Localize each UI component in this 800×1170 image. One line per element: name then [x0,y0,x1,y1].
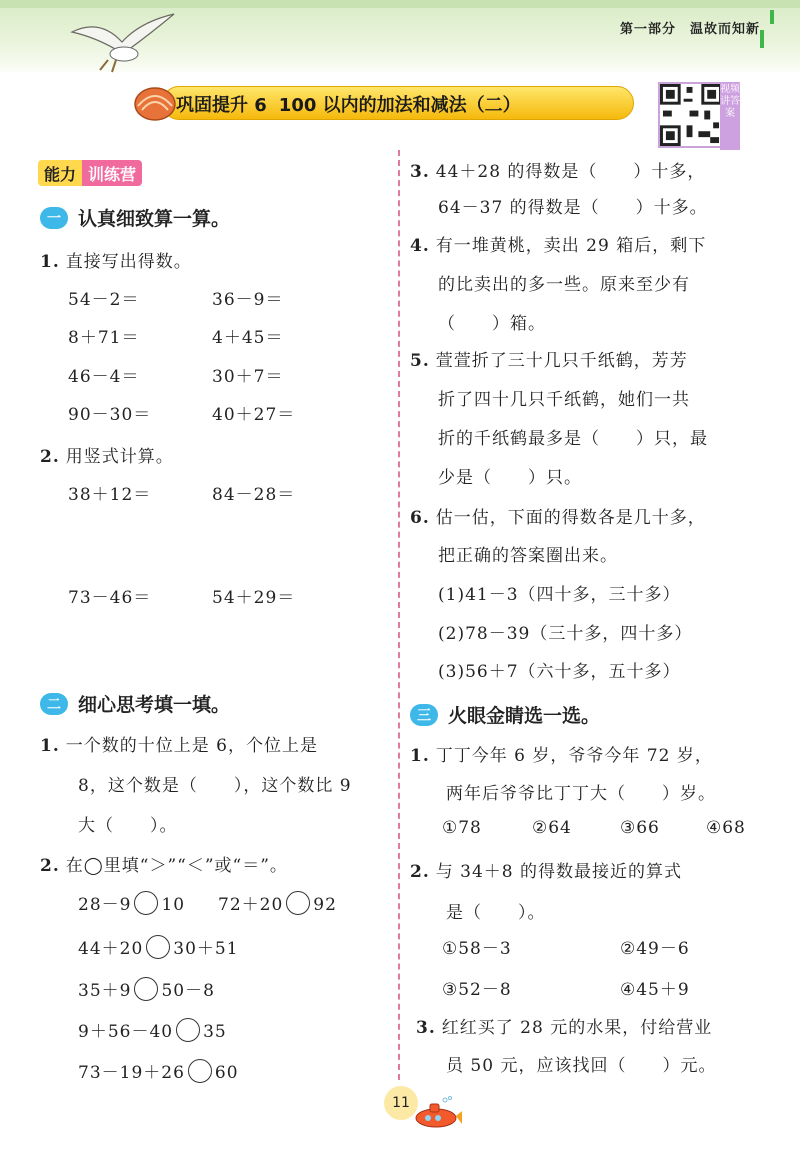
compare-right: 60 [214,1063,239,1083]
calc-item: 54－2＝ [68,290,140,310]
question-text: 估一估，下面的得数各是几十多， [435,508,706,528]
compare-left: 44＋20 [78,939,144,959]
choice-option[interactable]: ①78 [442,818,482,838]
question-text: 把正确的答案圈出来。 [438,546,618,566]
question-number: 3. [410,162,430,182]
choice-option[interactable]: ④68 [706,818,746,838]
question-text: 少是（ ）只。 [438,468,582,488]
qr-code-icon[interactable] [658,82,724,148]
question-text: 在◯里填“＞”“＜”或“＝”。 [65,856,288,876]
question-text: 8，这个数是（ ），这个数比 9 [78,776,352,796]
question-text: 折了四十几只千纸鹤，她们一共 [438,390,690,410]
question-number: 1. [410,746,430,766]
section-title: 细心思考填一填。 [78,694,231,716]
shell-icon [132,80,178,124]
question-number: 1. [40,252,60,272]
section-2-heading [40,690,230,717]
choice-option[interactable]: ②64 [532,818,572,838]
question-5 [410,346,688,371]
question-text: 一个数的十位上是 6，个位上是 [65,736,318,756]
compare-right: 50－8 [161,981,215,1001]
question-text: 两年后爷爷比丁丁大（ ）岁。 [446,784,716,804]
calc-item: 30＋7＝ [212,367,284,387]
compare-item [78,934,239,959]
choice-option[interactable]: ③66 [620,818,660,838]
compare-item [78,976,215,1001]
question-number: 2. [40,856,60,876]
calc-item: 36－9＝ [212,290,284,310]
question-number: 2. [410,862,430,882]
section-number: 一 [40,207,68,229]
compare-item [78,1017,227,1042]
question-text: 萱萱折了三十几只千纸鹤，芳芳 [435,351,688,371]
compare-right: 30＋51 [173,939,239,959]
choice-option[interactable]: ②49－6 [620,939,690,959]
vertical-calc-item: 54＋29＝ [212,588,296,608]
compare-left: 72＋20 [218,895,284,915]
question-text: 红红买了 28 元的水果，付给营业 [441,1018,713,1038]
calc-item: 40＋27＝ [212,405,296,425]
choice-option[interactable]: ④45＋9 [620,980,690,1000]
compare-left: 9＋56－40 [78,1022,174,1042]
compare-item [78,890,185,915]
seagull-icon [70,12,180,74]
question-text: 折的千纸鹤最多是（ ）只，最 [438,429,708,449]
question-number: 5. [410,351,430,371]
section-3-heading [410,701,600,728]
question-text: 的比卖出的多一些。原来至少有 [438,275,690,295]
section-title: 认真细致算一算。 [78,208,231,230]
submarine-icon [412,1096,462,1130]
question-number: 1. [40,736,60,756]
question-1 [40,247,192,272]
title-topic: 100 以内的加法和减法（二） [278,95,521,116]
question-text: 大（ ）。 [78,816,178,836]
choice-question-1 [410,741,713,766]
question-text: 64－37 的得数是（ ）十多。 [438,198,708,218]
ability-badge [38,160,142,186]
qr-caption: 视频讲答案 [720,82,740,150]
question-3 [410,157,705,182]
question-text: 与 34＋8 的得数最接近的算式 [435,862,683,882]
deco-bar [770,10,774,24]
question-text: 丁丁今年 6 岁，爷爷今年 72 岁， [435,746,713,766]
title-text [176,91,521,117]
compare-circle[interactable] [188,1059,212,1083]
section-number: 二 [40,693,68,715]
question-text: 是（ ）。 [446,903,546,923]
section-title: 火眼金睛选一选。 [448,705,601,727]
calc-item: 8＋71＝ [68,328,140,348]
header-strip [0,0,800,8]
question-text: 有一堆黄桃，卖出 29 箱后，剩下 [435,236,707,256]
calc-item: 90－30＝ [68,405,152,425]
question-2-1 [40,731,318,756]
header-info [606,18,760,37]
choice-question-2 [410,857,682,882]
question-2 [40,442,174,467]
compare-circle[interactable] [286,891,310,915]
calc-item: 46－4＝ [68,367,140,387]
question-text: 员 50 元，应该找回（ ）元。 [446,1056,717,1076]
question-number: 2. [40,447,60,467]
estimate-item: (2)78－39（三十多，四十多） [438,624,693,644]
compare-circle[interactable] [176,1018,200,1042]
question-text: 44＋28 的得数是（ ）十多， [435,162,706,182]
title-lesson: 巩固提升 6 [176,95,267,116]
choice-question-3 [416,1013,712,1038]
badge-ability: 能力 [38,160,82,186]
compare-right: 35 [203,1022,227,1042]
question-number: 3. [416,1018,436,1038]
section-number: 三 [410,704,438,726]
compare-item [218,890,337,915]
question-text: （ ）箱。 [438,314,546,334]
lesson-title [132,80,638,124]
estimate-item: (3)56＋7（六十多，五十多） [438,662,681,682]
question-2-2 [40,851,288,876]
column-divider [398,150,400,1080]
vertical-calc-item: 73－46＝ [68,588,152,608]
choice-option[interactable]: ③52－8 [442,980,512,1000]
compare-item [78,1058,239,1083]
page-number: 11 [384,1086,418,1120]
question-number: 6. [410,508,430,528]
compare-left: 73－19＋26 [78,1063,185,1083]
estimate-item: (1)41－3（四十多，三十多） [438,585,681,605]
compare-right: 10 [161,895,186,915]
question-text: 直接写出得数。 [65,252,192,272]
vertical-calc-item: 38＋12＝ [68,485,152,505]
header-theme: 温故而知新 [689,22,760,37]
compare-circle[interactable] [146,935,170,959]
question-text: 用竖式计算。 [65,447,174,467]
compare-circle[interactable] [134,891,158,915]
compare-circle[interactable] [134,977,158,1001]
badge-camp: 训练营 [82,160,142,186]
header-part: 第一部分 [619,22,676,37]
choice-option[interactable]: ①58－3 [442,939,512,959]
vertical-calc-item: 84－28＝ [212,485,296,505]
compare-left: 28－9 [78,895,132,915]
question-number: 4. [410,236,430,256]
deco-bar [760,30,764,48]
question-6 [410,503,706,528]
compare-right: 92 [313,895,337,915]
calc-item: 4＋45＝ [212,328,284,348]
question-4 [410,231,706,256]
section-1-heading [40,204,230,231]
compare-left: 35＋9 [78,981,132,1001]
